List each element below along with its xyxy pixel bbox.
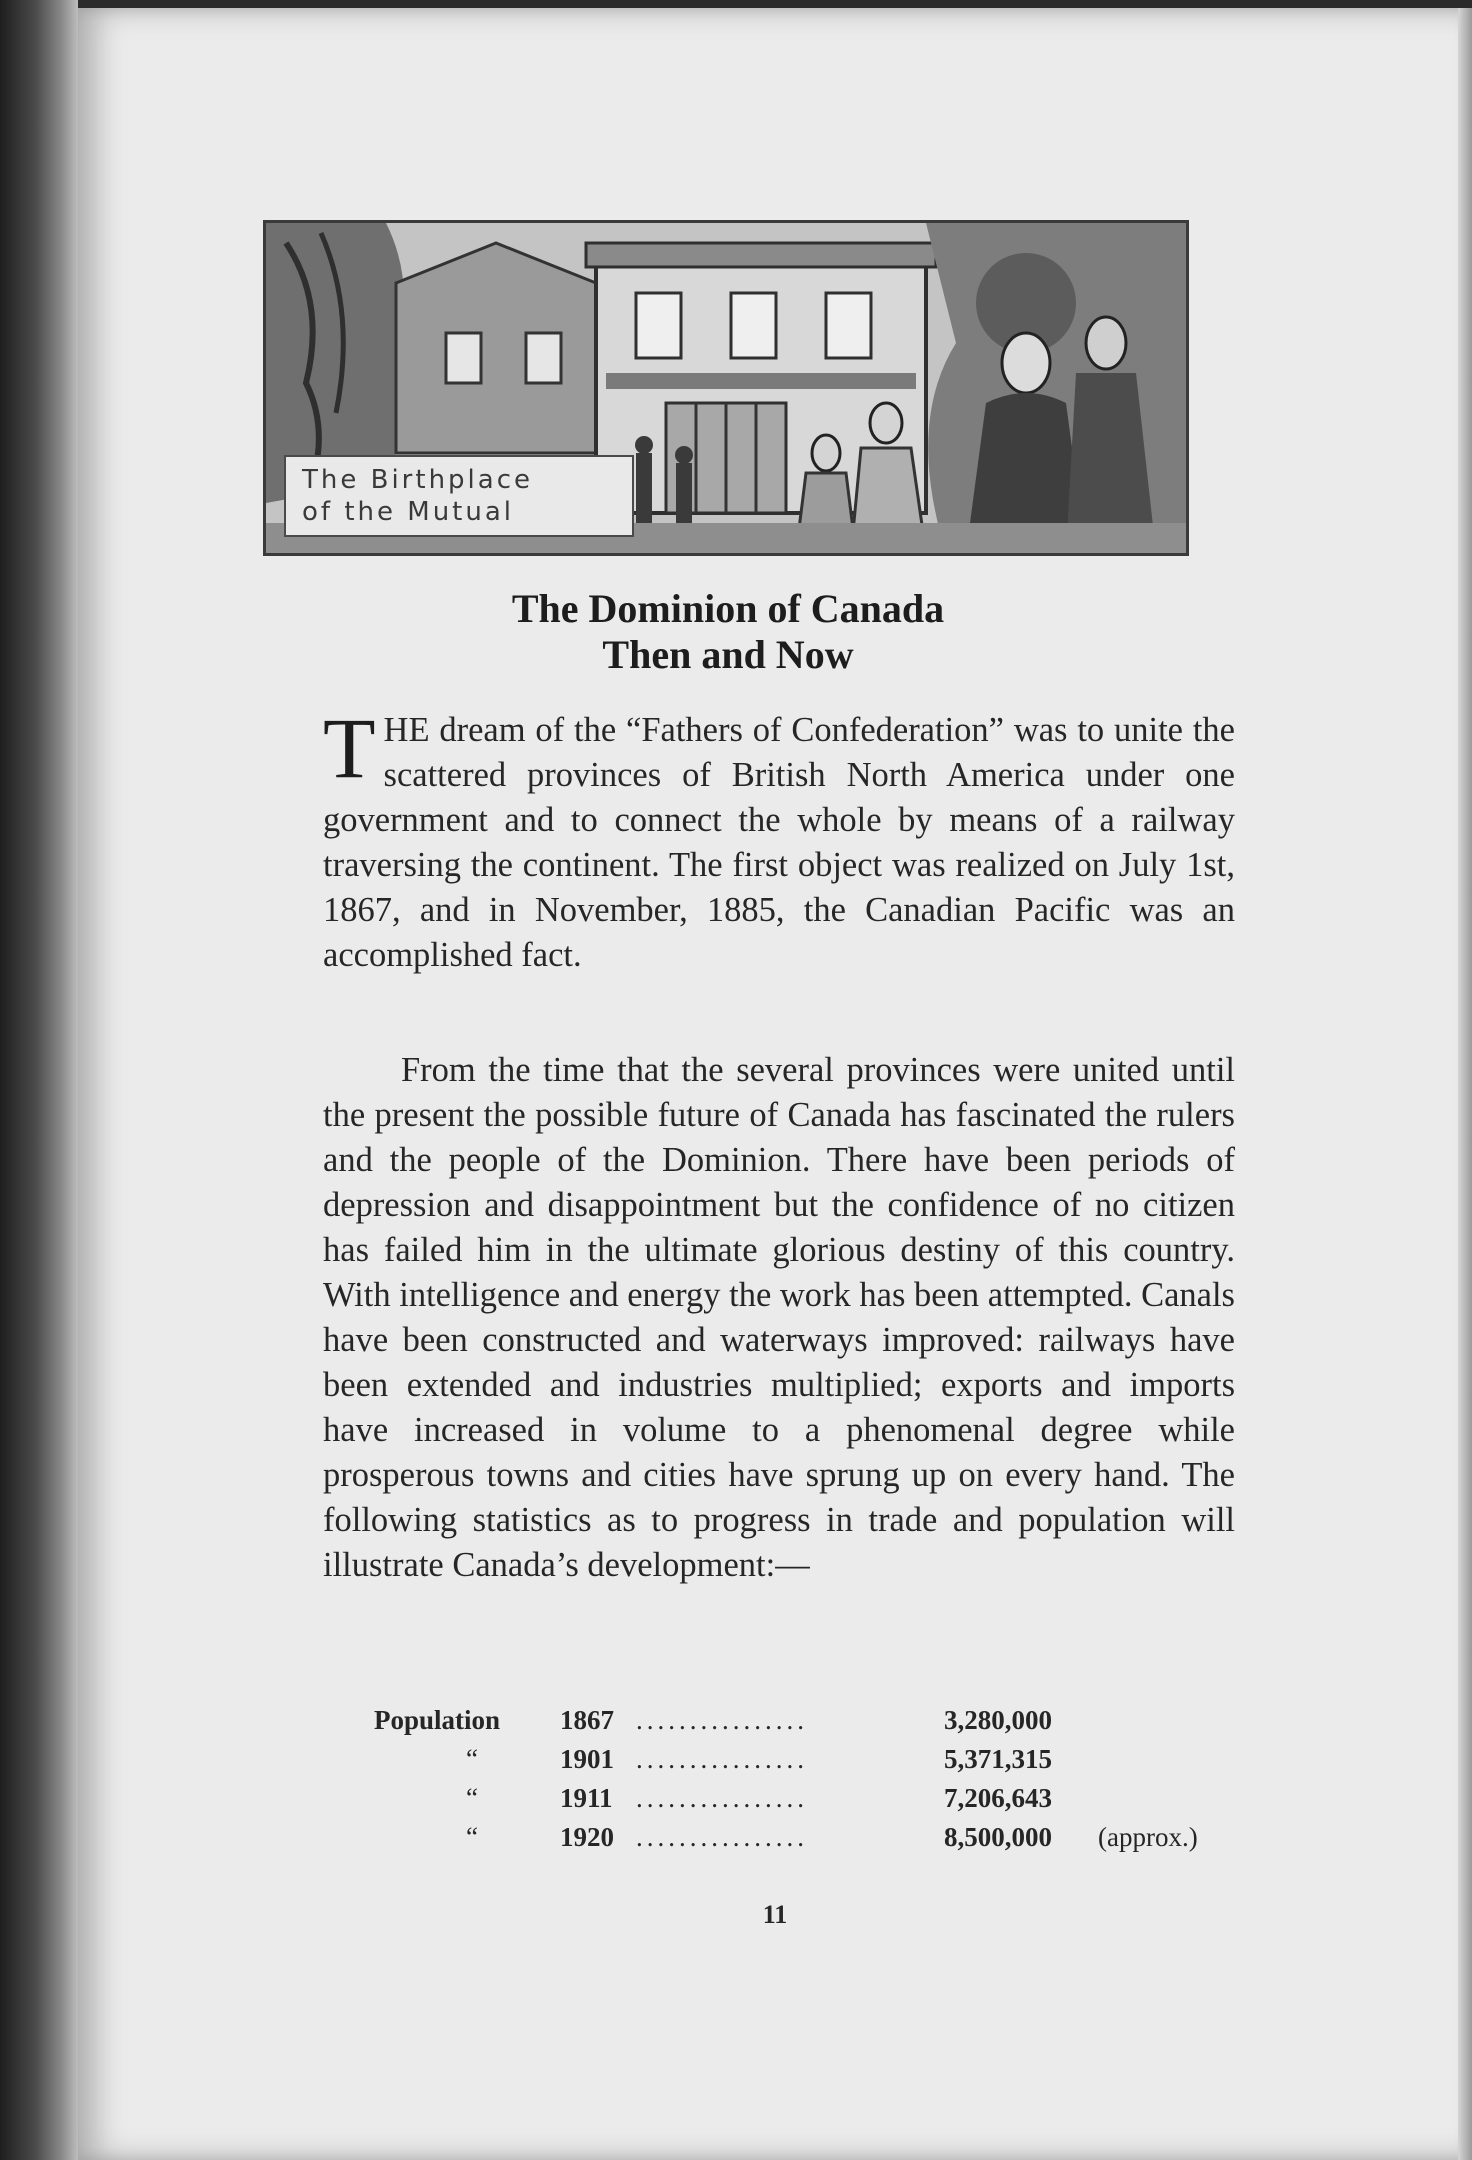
leader-dots: ................: [636, 1705, 808, 1735]
population-row: [374, 1744, 1254, 1783]
row-year: 1911: [560, 1783, 613, 1813]
row-label: Population: [374, 1705, 501, 1735]
row-value: 7,206,643: [944, 1783, 1052, 1813]
population-row: [374, 1822, 1254, 1861]
drop-cap: T: [323, 700, 376, 796]
illustration-caption: [284, 455, 634, 537]
title-line-2: Then and Now: [602, 632, 854, 677]
row-value: 8,500,000: [944, 1822, 1052, 1852]
paragraph-1-text: HE dream of the “Fathers of Confederation” was to unite the scattered provinces of British North America under one government and to connect the whole by means of a railway traversing the continent. The first object was realized on July 1st, 1867, and in November, 1885, the Canadian Pacific was an accomplished fact.: [323, 711, 1235, 974]
row-year: 1920: [560, 1822, 614, 1852]
ditto-mark: “: [466, 1822, 478, 1852]
paragraph-1: [323, 700, 1235, 978]
book-spine-shadow: [0, 0, 78, 2160]
row-year: 1867: [560, 1705, 614, 1735]
row-year: 1901: [560, 1744, 614, 1774]
title-line-1: The Dominion of Canada: [511, 586, 945, 631]
population-row: [374, 1783, 1254, 1822]
leader-dots: ................: [636, 1822, 808, 1852]
page-edge: [1458, 8, 1472, 2160]
ditto-mark: “: [466, 1744, 478, 1774]
caption-line-2: of the Mutual: [302, 497, 514, 527]
article-title: [268, 586, 1188, 678]
paragraph-2: From the time that the several provinces were united until the present the possible future of Canada has fascinated the rulers and the people of the Dominion. There have been periods of depression and disappointment but the confidence of no citizen has failed him in the ultimate glorious destiny of this country. With intelligence and energy the work has been attempted. Canals have been constructed and waterways improved: railways have been extended and industries multiplied; exports and imports have increased in volume to a phenomenal degree while prosperous towns and cities have sprung up on every hand. The following statistics as to progress in trade and population will illustrate Canada’s development:—: [323, 1051, 1235, 1584]
row-value: 3,280,000: [944, 1705, 1052, 1735]
birthplace-illustration: [263, 220, 1189, 556]
population-row: [374, 1705, 1254, 1744]
leader-dots: ................: [636, 1783, 808, 1813]
page-number: 11: [762, 1900, 788, 1929]
leader-dots: ................: [636, 1744, 808, 1774]
book-page: [78, 8, 1472, 2160]
row-note: (approx.): [1098, 1822, 1198, 1852]
ditto-mark: “: [466, 1783, 478, 1813]
population-table: [374, 1705, 1254, 1861]
caption-line-1: The Birthplace: [302, 465, 533, 495]
row-value: 5,371,315: [944, 1744, 1052, 1774]
